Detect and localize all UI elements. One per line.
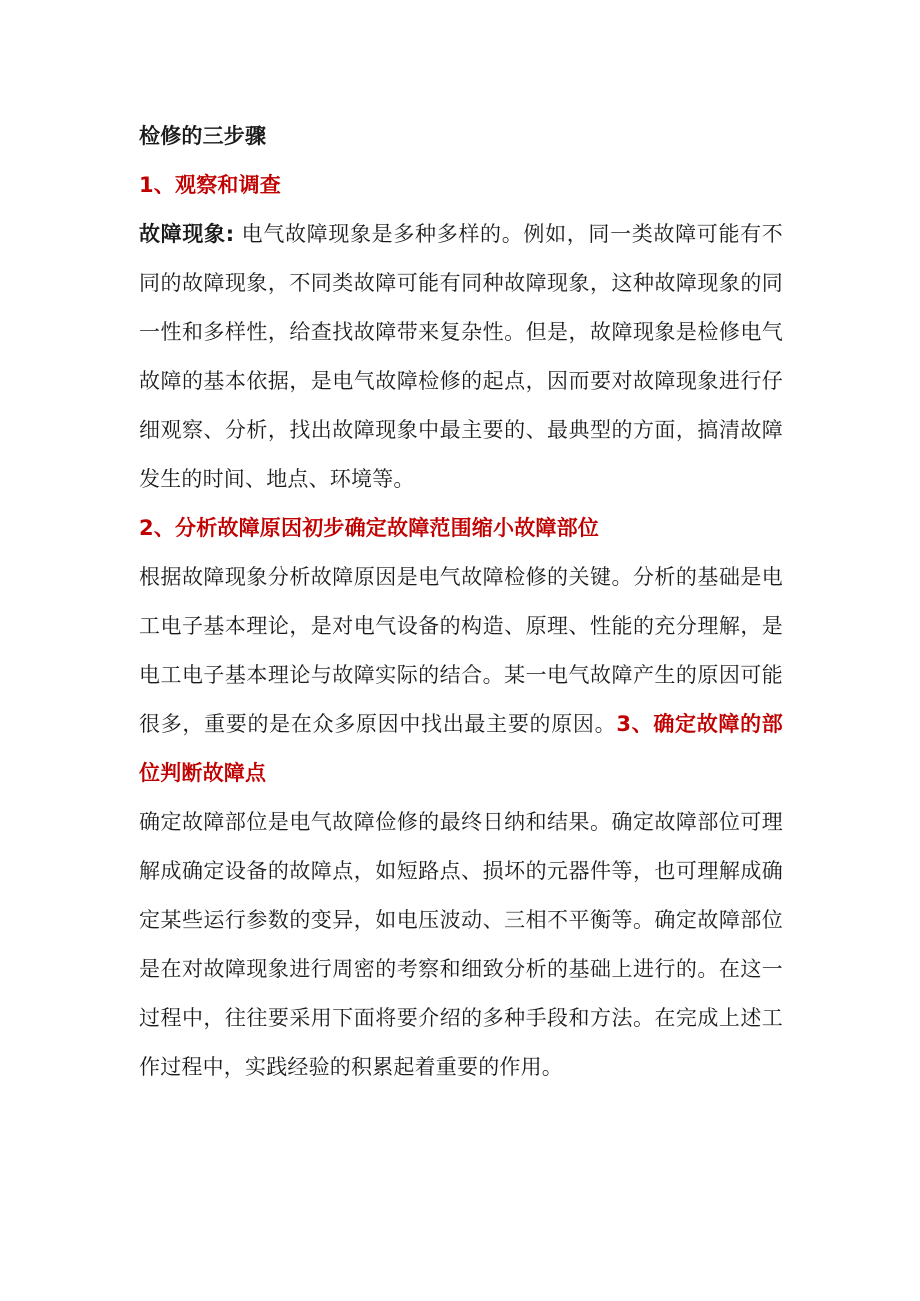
section-2-body: 根据故障现象分析故障原因是电气故障检修的关键。分析的基础是电工电子基本理论，是对电气设备的构造、原理、性能的充分理解，是电工电子基本理论与故障实际的结合。某一电气故障产生的原因可能很多，重要的是在众多原因中找出最主要的原因。 — [139, 565, 783, 736]
section-1-heading: 1、观察和调查 — [139, 173, 282, 197]
document-page — [139, 112, 783, 1092]
section-3-body: 确定故障部位是电气故障俭修的最终日纳和结果。确定故障部位可理解成确定设备的故障点，如短路点、损坏的元器件等，也可理解成确定某些运行参数的变异，如电压波动、三相不平衡等。确定故障部位是在对故障现象进行周密的考察和细致分析的基础上进行的。在这一过程中，往往要采用下面将要介绍的多种手段和方法。在完成上述工作过程中，实践经验的积累起着重要的作用。 — [139, 810, 783, 1079]
document-title: 检修的三步骤 — [139, 124, 267, 148]
section-3-heading: 3、确定故障的部位判断故障点 — [139, 712, 783, 785]
section-2-paragraph — [139, 553, 783, 798]
section-1-paragraph — [139, 210, 783, 504]
section-2-heading: 2、分析故障原因初步确定故障范围缩小故障部位 — [139, 516, 600, 540]
section-3-paragraph — [139, 798, 783, 1092]
section-1-body: 电气故障现象是多种多样的。例如，同一类故障可能有不同的故障现象，不同类故障可能有同种故障现象，这种故障现象的同一性和多样性，给查找故障带来复杂性。但是，故障现象是检修电气故障的基本依据，是电气故障检修的起点，因而要对故障现象进行仔细观察、分析，找出故障现象中最主要的、最典型的方面，搞清故障发生的时间、地点、环境等。 — [139, 222, 783, 491]
section-1-lead: 故障现象: — [139, 222, 235, 246]
